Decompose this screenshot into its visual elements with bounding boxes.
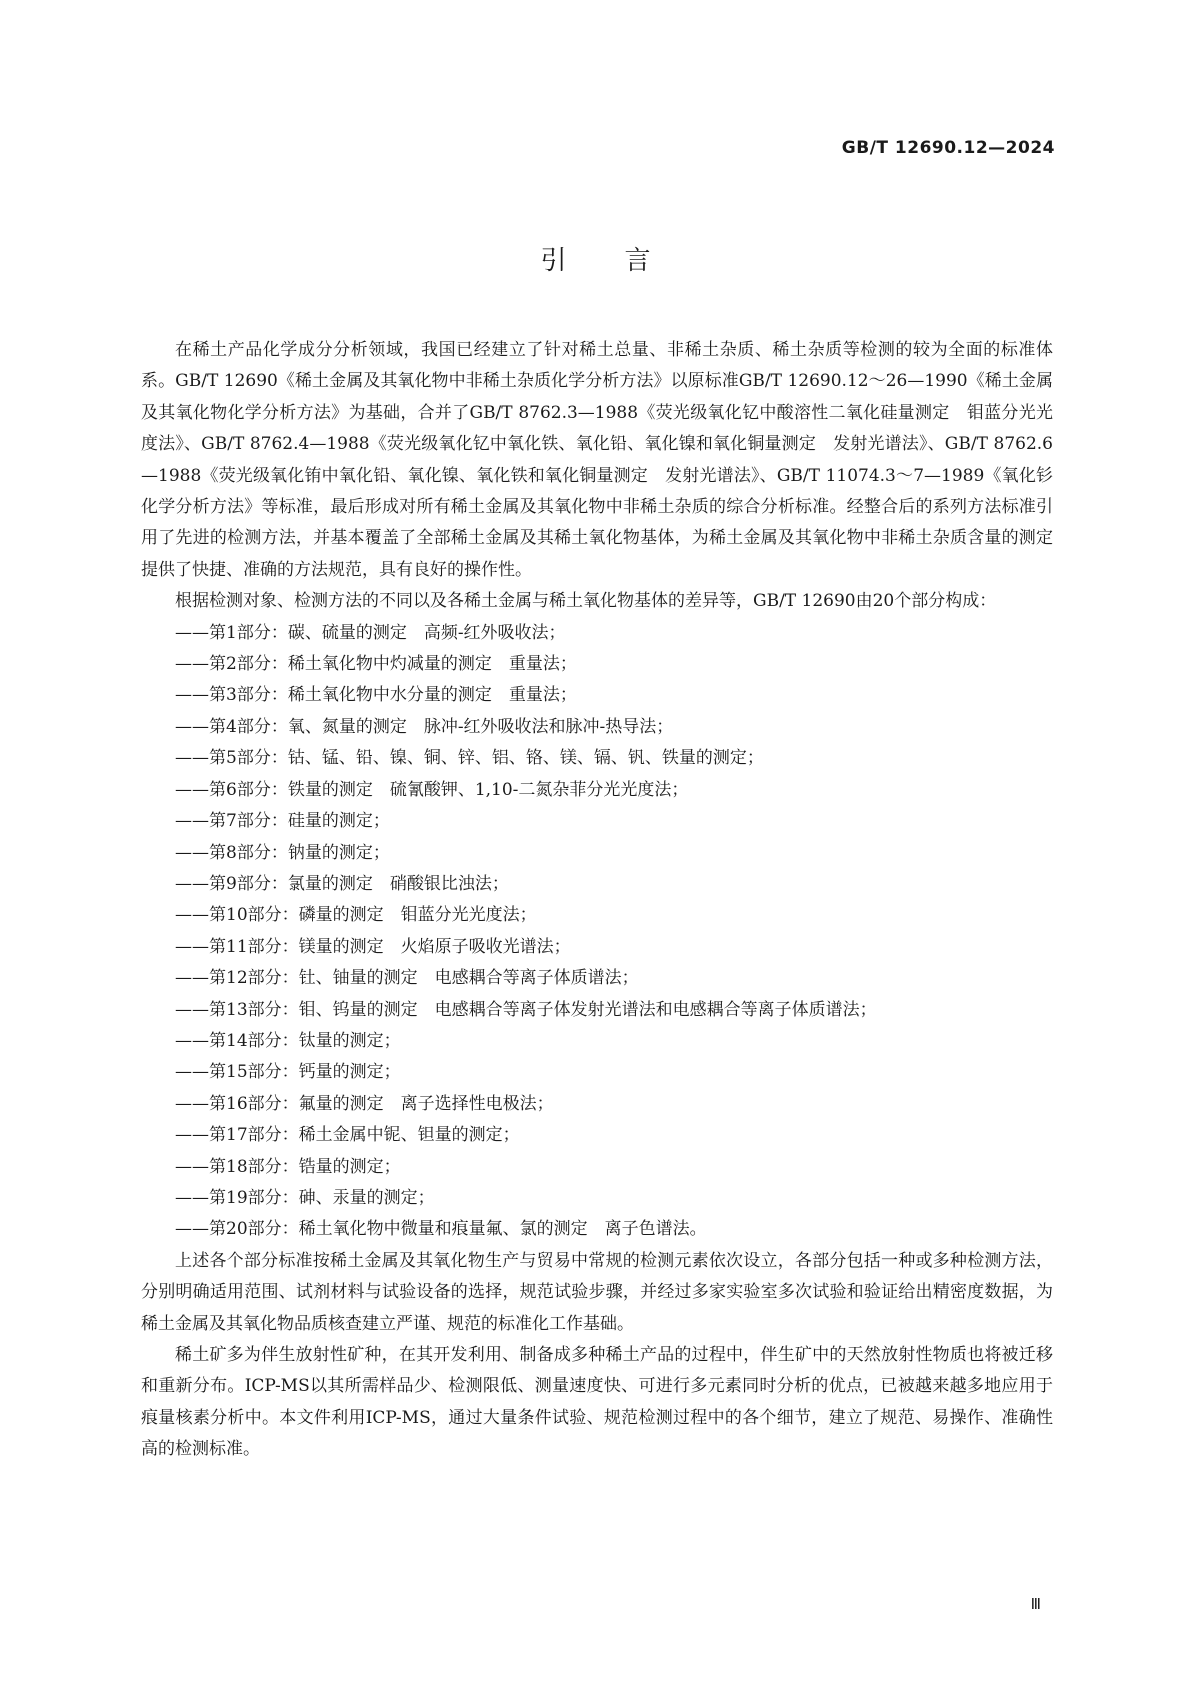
list-item: ——第2部分：稀土氧化物中灼减量的测定 重量法； <box>175 654 577 675</box>
list-item: ——第20部分：稀土氧化物中微量和痕量氟、氯的测定 离子色谱法。 <box>175 1219 707 1240</box>
page-number: Ⅲ <box>1030 1595 1041 1613</box>
list-item: ——第5部分：钴、锰、铅、镍、铜、锌、铝、铬、镁、镉、钒、铁量的测定； <box>175 748 764 769</box>
list-item: ——第9部分：氯量的测定 硝酸银比浊法； <box>175 873 509 894</box>
list-item: ——第7部分：硅量的测定； <box>175 811 390 832</box>
parts-list <box>141 618 1053 1246</box>
list-item: ——第4部分：氧、氮量的测定 脉冲-红外吸收法和脉冲-热导法； <box>175 716 674 737</box>
list-item: ——第18部分：锆量的测定； <box>175 1156 401 1177</box>
intro-paragraph-3: 上述各个部分标准按稀土金属及其氧化物生产与贸易中常规的检测元素依次设立，各部分包括一种或多种检测方法，分别明确适用范围、试剂材料与试验设备的选择，规范试验步骤，并经过多家实验室多次试验和验证给出精密度数据，为稀土金属及其氧化物品质核查建立严谨、规范的标准化工作基础。 <box>141 1250 1053 1334</box>
list-item: ——第14部分：钛量的测定； <box>175 1030 401 1051</box>
list-item: ——第1部分：碳、硫量的测定 高频-红外吸收法； <box>175 622 566 643</box>
list-item: ——第10部分：磷量的测定 钼蓝分光光度法； <box>175 905 537 926</box>
list-item: ——第17部分：稀土金属中铌、钽量的测定； <box>175 1125 520 1146</box>
list-item: ——第6部分：铁量的测定 硫氰酸钾、1,10-二氮杂菲分光光度法； <box>175 779 689 800</box>
list-item: ——第15部分：钙量的测定； <box>175 1062 401 1083</box>
document-body <box>141 335 1053 1466</box>
page-title: 引言 <box>540 246 709 276</box>
list-item: ——第11部分：镁量的测定 火焰原子吸收光谱法； <box>175 936 571 957</box>
intro-paragraph-2: 根据检测对象、检测方法的不同以及各稀土金属与稀土氧化物基体的差异等，GB/T 12690由20个部分构成： <box>175 591 997 612</box>
standard-code: GB/T 12690.12—2024 <box>841 138 1055 158</box>
list-item: ——第8部分：钠量的测定； <box>175 842 390 863</box>
intro-paragraph-4: 稀土矿多为伴生放射性矿种，在其开发利用、制备成多种稀土产品的过程中，伴生矿中的天然放射性物质也将被迁移和重新分布。ICP-MS以其所需样品少、检测限低、测量速度快、可进行多元素同时分析的优点，已被越来越多地应用于痕量核素分析中。本文件利用ICP-MS，通过大量条件试验、规范检测过程中的各个细节，建立了规范、易操作、准确性高的检测标准。 <box>141 1345 1053 1460</box>
list-item: ——第16部分：氟量的测定 离子选择性电极法； <box>175 1093 554 1114</box>
list-item: ——第13部分：钼、钨量的测定 电感耦合等离子体发射光谱法和电感耦合等离子体质谱法； <box>175 999 877 1020</box>
list-item: ——第12部分：钍、铀量的测定 电感耦合等离子体质谱法； <box>175 968 639 989</box>
list-item: ——第19部分：砷、汞量的测定； <box>175 1187 435 1208</box>
list-item: ——第3部分：稀土氧化物中水分量的测定 重量法； <box>175 685 577 706</box>
intro-paragraph-1: 在稀土产品化学成分分析领域，我国已经建立了针对稀土总量、非稀土杂质、稀土杂质等检测的较为全面的标准体系。GB/T 12690《稀土金属及其氧化物中非稀土杂质化学分析方法》以原标准GB/T 12690.12～26—1990《稀土金属及其氧化物化学分析方法》为基础，合并了GB/T 8762.3—1988《荧光级氧化钇中酸溶性二氧化硅量测定 钼蓝分光光度法》、GB/T 8762.4—1988《荧光级氧化钇中氧化铁、氧化铅、氧化镍和氧化铜量测定 发射光谱法》、GB/T 8762.6—1988《荧光级氧化铕中氧化铅、氧化镍、氧化铁和氧化铜量测定 发射光谱法》、GB/T 11074.3～7—1989《氧化钐化学分析方法》等标准，最后形成对所有稀土金属及其氧化物中非稀土杂质的综合分析标准。经整合后的系列方法标准引用了先进的检测方法，并基本覆盖了全部稀土金属及其稀土氧化物基体，为稀土金属及其氧化物中非稀土杂质含量的测定提供了快捷、准确的方法规范，具有良好的操作性。 <box>141 340 1053 580</box>
